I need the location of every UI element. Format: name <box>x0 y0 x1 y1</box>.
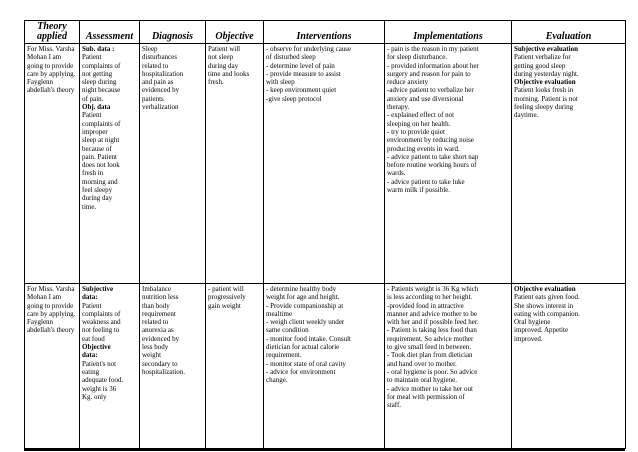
cell-line: Patient looks fresh in <box>514 86 574 95</box>
cell-line: environment by reducing noise <box>387 136 474 145</box>
cell-line: Subjective <box>82 285 114 293</box>
cell-line: progressively <box>208 293 246 302</box>
cell-line: not feeling to <box>82 326 120 335</box>
theory-cell <box>25 284 80 449</box>
cell-line: mealtime <box>266 309 293 318</box>
cell-line: fresh in <box>82 169 104 178</box>
cell-line: related to <box>142 61 169 70</box>
cell-line: sleep during <box>82 78 117 87</box>
cell-line: daytime. <box>514 111 539 120</box>
cell-line: of pain. <box>82 94 104 103</box>
cell-line: care by applying. <box>27 309 76 318</box>
interventions-cell <box>264 44 385 284</box>
cell-line: less body <box>142 343 169 352</box>
cell-line: improved. Appetite <box>514 326 569 335</box>
cell-line: warm milk if possible. <box>387 186 450 195</box>
cell-line: Patient <box>82 111 102 120</box>
cell-line: -give sleep protocol <box>266 94 322 103</box>
cell-line: feel sleepy <box>82 186 113 195</box>
interventions-cell <box>264 284 385 449</box>
cell-line: - weigh client weekly under <box>266 318 345 327</box>
cell-line: getting good sleep <box>514 61 566 70</box>
cell-line: - Took diet plan from dietician <box>387 351 473 360</box>
cell-line: - pain is the reason in my patient <box>387 45 479 53</box>
cell-line: morning and <box>82 177 118 186</box>
cell-line: - monitor state of oral cavity <box>266 359 346 368</box>
cell-line: - provided information about her <box>387 61 479 70</box>
cell-line: requirement. So advice mother <box>387 334 474 343</box>
cell-line: during yesterday night. <box>514 69 579 78</box>
cell-line: eating with companion. <box>514 309 580 318</box>
header-implementations: Implementations <box>385 21 512 44</box>
implementations-cell <box>385 44 512 284</box>
cell-line: - try to provide quiet <box>387 127 445 136</box>
cell-line: to maintain oral hygiene. <box>387 376 457 385</box>
cell-line: hospitalization. <box>142 367 185 376</box>
header-evaluation: Evaluation <box>512 21 626 44</box>
diagnosis-cell <box>140 284 206 449</box>
evaluation-cell <box>512 44 626 284</box>
cell-line: anxiety and use diversional <box>387 94 464 103</box>
cell-line: - determine healthy body <box>266 285 337 293</box>
cell-line: and pain as <box>142 78 174 87</box>
cell-line: does not look <box>82 161 120 170</box>
cell-line: related to <box>142 318 169 327</box>
cell-line: Patient will <box>208 45 241 53</box>
cell-line: Fayglenn <box>27 78 54 87</box>
cell-line: weight for age and height. <box>266 293 340 302</box>
cell-line: change. <box>266 376 288 385</box>
table-row <box>25 44 626 284</box>
cell-line: She shows interest in <box>514 301 574 310</box>
cell-line: Patient verbalize for <box>514 53 571 62</box>
cell-line: eat food <box>82 334 105 343</box>
cell-line: because of <box>82 144 112 153</box>
cell-line: - Patients weight is 36 Kg which <box>387 285 479 293</box>
cell-line: gain weight <box>208 301 241 310</box>
cell-line: wards. <box>387 169 406 178</box>
cell-line: time. <box>82 202 97 211</box>
cell-line: - Patient is taking less food than <box>387 326 477 335</box>
cell-line: hospitalization <box>142 69 184 78</box>
cell-line: - oral hygiene is poor. So advice <box>387 367 478 376</box>
cell-line: during day <box>82 194 113 203</box>
care-plan-table <box>24 20 626 449</box>
cell-line: dietician for actual calorie <box>266 343 340 352</box>
cell-line: not sleep <box>208 53 234 62</box>
cell-line: time and looks <box>208 69 250 78</box>
cell-line: - keep environment quiet <box>266 86 337 95</box>
cell-line: sleep at night <box>82 136 120 145</box>
cell-line: eating <box>82 367 100 376</box>
cell-line: for meal with permission of <box>387 392 465 401</box>
cell-line: patients <box>142 94 164 103</box>
cell-line: Sub. data : <box>82 45 115 53</box>
cell-line: sleeping on her health. <box>387 119 451 128</box>
cell-line: data: <box>82 351 98 360</box>
cell-line: producing events in ward. <box>387 144 460 153</box>
cell-line: requirement <box>142 309 176 318</box>
cell-line: - determine level of pain <box>266 61 335 70</box>
cell-line: to give small feed in between. <box>387 343 471 352</box>
cell-line: - advice mother to take her out <box>387 384 473 393</box>
cell-line: - observe for underlying cause <box>266 45 352 53</box>
cell-line: weight <box>142 351 162 360</box>
assessment-cell <box>80 44 140 284</box>
cell-line: abdellah's theory <box>27 86 75 95</box>
cell-line: secondary to <box>142 359 178 368</box>
cell-line: with sleep <box>266 78 295 87</box>
cell-line: evidenced by <box>142 334 180 343</box>
cell-line: of disturbed sleep <box>266 53 316 62</box>
cell-line: - advice patient to take luke <box>387 177 465 186</box>
cell-line: same condition <box>266 326 309 335</box>
cell-line: Patient <box>82 53 102 62</box>
cell-line: For Miss. Varsha <box>27 285 75 293</box>
cell-line: Oral hygiene <box>514 318 551 327</box>
table-row <box>25 284 626 449</box>
cell-line: than body <box>142 301 170 310</box>
cell-line: and hand over to mother. <box>387 359 457 368</box>
cell-line: - explained effect of not <box>387 111 455 120</box>
cell-line: Objective evaluation <box>514 285 576 293</box>
cell-line: during day <box>208 61 239 70</box>
header-assessment: Assessment <box>80 21 140 44</box>
cell-line: - advice patient to take short nap <box>387 152 479 161</box>
cell-line: Patient eats given food. <box>514 293 580 302</box>
cell-line: going to provide <box>27 61 74 70</box>
cell-line: before routine working hours of <box>387 161 477 170</box>
header-objective: Objective <box>206 21 264 44</box>
cell-line: Patient's not <box>82 359 117 368</box>
cell-line: abdellah's theory <box>27 326 75 335</box>
cell-line: Objective <box>82 343 111 352</box>
cell-line: night because <box>82 86 121 95</box>
cell-line: reduce anxiety <box>387 78 429 87</box>
cell-line: - provide measure to assist <box>266 69 341 78</box>
cell-line: Objective evaluation <box>514 78 576 87</box>
cell-line: Mohan I am <box>27 53 62 62</box>
cell-line: care by applying. <box>27 69 76 78</box>
cell-line: going to provide <box>27 301 74 310</box>
header-theory: Theory applied <box>25 21 80 44</box>
cell-line: weakness and <box>82 318 121 327</box>
assessment-cell <box>80 284 140 449</box>
cell-line: disturbances <box>142 53 177 62</box>
objective-cell <box>206 44 264 284</box>
bottom-rule <box>24 449 625 451</box>
cell-line: Mohan I am <box>27 293 62 302</box>
cell-line: Fayglenn <box>27 318 54 327</box>
cell-line: feeling sleepy during <box>514 103 574 112</box>
evaluation-cell <box>512 284 626 449</box>
implementations-cell <box>385 284 512 449</box>
header-diagnosis: Diagnosis <box>140 21 206 44</box>
cell-line: anorexia as <box>142 326 174 335</box>
cell-line: nutrition less <box>142 293 179 302</box>
cell-line: Imbalance <box>142 285 172 293</box>
cell-line: is less according to her height. <box>387 293 473 302</box>
header-row <box>25 21 626 44</box>
cell-line: for sleep disturbance. <box>387 53 448 62</box>
cell-line: improper <box>82 127 108 136</box>
care-plan <box>24 20 625 449</box>
cell-line: - Provide companionship at <box>266 301 344 310</box>
cell-line: weight is 36 <box>82 384 117 393</box>
cell-line: adequate food. <box>82 376 124 385</box>
cell-line: surgery and reason for pain to <box>387 69 471 78</box>
cell-line: requirement. <box>266 351 302 360</box>
cell-line: complaints of <box>82 309 121 318</box>
objective-cell <box>206 284 264 449</box>
cell-line: therapy. <box>387 103 410 112</box>
cell-line: with her and if possible feed her. <box>387 318 479 327</box>
cell-line: For Miss. Varsha <box>27 45 75 53</box>
cell-line: data: <box>82 293 98 302</box>
cell-line: fresh. <box>208 78 224 87</box>
cell-line: - patient will <box>208 285 244 293</box>
cell-line: Subjective evaluation <box>514 45 578 53</box>
cell-line: verbalization <box>142 103 179 112</box>
cell-line: Kg. only <box>82 392 107 401</box>
cell-line: complaints of <box>82 119 121 128</box>
cell-line: Sleep <box>142 45 158 53</box>
cell-line: -provided food in attractive <box>387 301 464 310</box>
cell-line: morning. Patient is not <box>514 94 578 103</box>
cell-line: -advice patient to verbalize her <box>387 86 474 95</box>
theory-cell <box>25 44 80 284</box>
cell-line: evidenced by <box>142 86 180 95</box>
cell-line: pain. Patient <box>82 152 117 161</box>
diagnosis-cell <box>140 44 206 284</box>
header-interventions: Interventions <box>264 21 385 44</box>
cell-line: - monitor food intake. Consult <box>266 334 351 343</box>
cell-line: complaints of <box>82 61 121 70</box>
cell-line: Patient <box>82 301 102 310</box>
cell-line: manner and advice mother to be <box>387 309 477 318</box>
cell-line: improved. <box>514 334 543 343</box>
cell-line: Obj. data <box>82 103 111 112</box>
cell-line: not getting <box>82 69 113 78</box>
cell-line: - advice for environment <box>266 367 336 376</box>
cell-line: staff. <box>387 401 402 410</box>
